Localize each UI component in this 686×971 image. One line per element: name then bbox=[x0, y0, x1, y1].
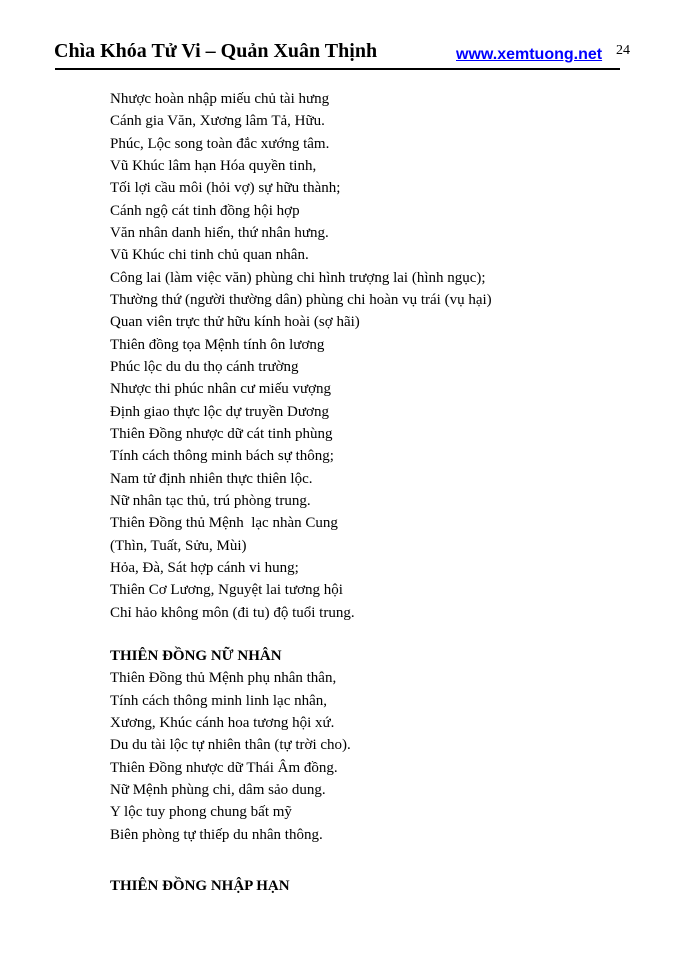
verse-line: (Thìn, Tuất, Sửu, Mùi) bbox=[110, 537, 247, 554]
page-number: 24 bbox=[616, 43, 630, 58]
verse-line: Thiên đồng tọa Mệnh tính ôn lương bbox=[110, 336, 325, 353]
verse-line: Hỏa, Đà, Sát hợp cánh vi hung; bbox=[110, 559, 299, 576]
verse-line: Nhược thi phúc nhân cư miếu vượng bbox=[110, 381, 332, 398]
verse-line: Du du tài lộc tự nhiên thân (tự trời cho). bbox=[110, 737, 351, 754]
verse-line: Vũ Khúc chi tinh chủ quan nhân. bbox=[110, 247, 309, 264]
verse-line: Thiên Đồng nhược dữ cát tinh phùng bbox=[110, 425, 333, 442]
verse-line: Nữ Mệnh phùng chi, dâm sảo dung. bbox=[110, 781, 326, 798]
section-heading-thien-dong-nhap-han: THIÊN ĐỒNG NHẬP HẠN bbox=[110, 877, 290, 894]
verse-line: Thiên Cơ Lương, Nguyệt lai tương hội bbox=[110, 582, 343, 599]
verse-line: Cánh ngộ cát tinh đồng hội hợp bbox=[110, 202, 300, 219]
verse-line: Vũ Khúc lâm hạn Hóa quyền tinh, bbox=[110, 157, 317, 174]
verse-line: Chỉ hảo không môn (đi tu) độ tuổi trung. bbox=[110, 604, 355, 621]
verse-line: Công lai (làm việc văn) phùng chi hình trượng lai (hình ngục); bbox=[110, 269, 486, 286]
header-divider bbox=[55, 68, 620, 70]
verse-line: Thiên Đồng thủ Mệnh phụ nhân thân, bbox=[110, 670, 337, 687]
verse-line: Xương, Khúc cánh hoa tương hội xứ. bbox=[110, 714, 335, 731]
book-title: Chìa Khóa Tử Vi – Quản Xuân Thịnh bbox=[54, 40, 378, 62]
verse-line: Cánh gia Văn, Xương lâm Tả, Hữu. bbox=[110, 113, 325, 130]
section-heading-thien-dong-nu-nhan: THIÊN ĐỒNG NỮ NHÂN bbox=[110, 647, 282, 664]
verse-line: Quan viên trực thử hữu kính hoài (sợ hãi) bbox=[110, 314, 360, 331]
verse-line: Văn nhân danh hiển, thứ nhân hưng. bbox=[110, 224, 329, 241]
verse-line: Nữ nhân tạc thủ, trú phòng trung. bbox=[110, 492, 311, 509]
verse-section-2 bbox=[110, 667, 650, 846]
verse-line: Thiên Đồng thủ Mệnh lạc nhàn Cung bbox=[110, 515, 338, 532]
verse-line: Tính cách thông minh linh lạc nhân, bbox=[110, 692, 328, 709]
verse-section-1 bbox=[110, 88, 650, 624]
verse-line: Phúc, Lộc song toàn đắc xướng tâm. bbox=[110, 135, 330, 152]
verse-line: Nam tử định nhiên thực thiên lộc. bbox=[110, 470, 313, 487]
verse-line: Tối lợi cầu môi (hỏi vợ) sự hữu thành; bbox=[110, 180, 341, 197]
page-content bbox=[110, 88, 650, 897]
website-link[interactable]: www.xemtuong.net bbox=[456, 46, 603, 63]
verse-line: Định giao thực lộc dự truyền Dương bbox=[110, 403, 329, 420]
verse-line: Thiên Đồng nhược dữ Thái Âm đồng. bbox=[110, 759, 338, 776]
verse-line: Biên phòng tự thiếp du nhân thông. bbox=[110, 826, 323, 843]
verse-line: Nhược hoàn nhập miếu chủ tài hưng bbox=[110, 91, 330, 107]
verse-line: Thường thứ (người thường dân) phùng chi hoàn vụ trái (vụ hại) bbox=[110, 291, 492, 308]
verse-line: Tính cách thông minh bách sự thông; bbox=[110, 448, 334, 465]
verse-line: Phúc lộc du du thọ cánh trường bbox=[110, 358, 299, 375]
verse-line: Y lộc tuy phong chung bất mỹ bbox=[110, 804, 292, 821]
